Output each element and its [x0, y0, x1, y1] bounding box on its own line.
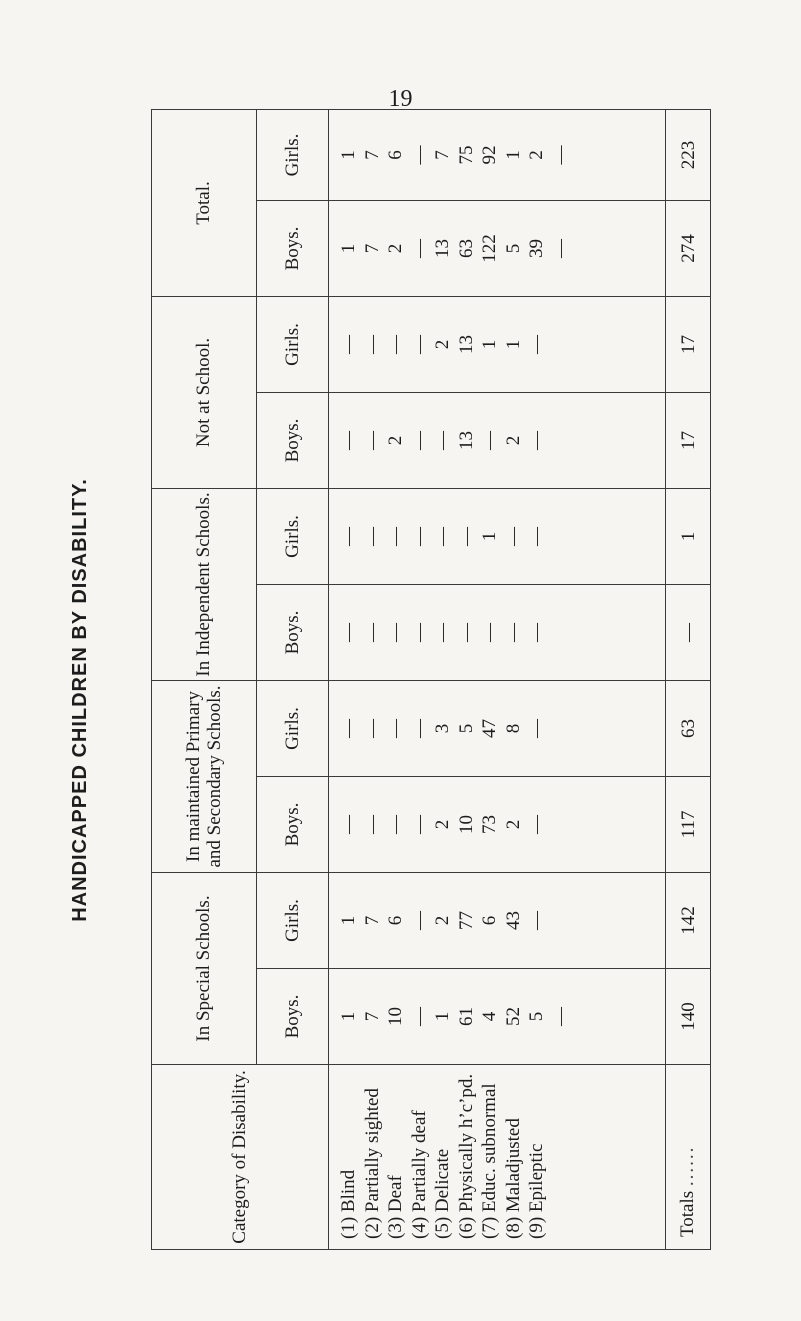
- table-cell: 1: [338, 1011, 359, 1022]
- table-cell: 39: [526, 238, 547, 258]
- header-boys: Boys.: [257, 969, 329, 1065]
- table-cell: —: [526, 719, 547, 738]
- category-label: (9) Epileptic: [526, 1143, 547, 1239]
- header-boys: Boys.: [257, 777, 329, 873]
- category-list: [329, 1065, 666, 1250]
- table-cell: 1: [479, 339, 500, 350]
- table-cell: 2: [432, 915, 453, 926]
- table-cell: 75: [455, 145, 477, 165]
- maintained-girls-column: [329, 680, 666, 776]
- table-cell: 1: [338, 915, 359, 926]
- table-cell: —: [408, 526, 430, 546]
- table-cell: 73: [479, 815, 500, 834]
- table-cell: 2: [385, 243, 406, 254]
- table-cell: —: [361, 622, 383, 642]
- maintained-boys-column: [329, 777, 666, 873]
- table-cell: —: [432, 622, 453, 642]
- table-cell: —: [549, 238, 571, 258]
- table-cell: 7: [361, 915, 383, 926]
- table-cell: 122: [479, 234, 500, 263]
- table-cell: 47: [479, 719, 500, 738]
- table-cell: 6: [385, 915, 406, 926]
- total-not-at-school-boys: 17: [666, 392, 711, 488]
- table-cell: 52: [502, 1007, 524, 1026]
- table-cell: 61: [455, 1007, 477, 1026]
- category-label: (6) Physically h’c’pd.: [455, 1073, 477, 1239]
- header-girls: Girls.: [257, 873, 329, 969]
- table-cell: —: [526, 815, 547, 834]
- group-header-row: [152, 109, 257, 1249]
- header-total: Total.: [152, 109, 257, 296]
- table-cell: —: [385, 815, 406, 834]
- table-cell: —: [526, 622, 547, 642]
- table-cell: —: [526, 334, 547, 354]
- table-cell: —: [338, 622, 359, 642]
- table-cell: 13: [455, 334, 477, 354]
- table-cell: —: [338, 719, 359, 738]
- total-independent-boys: —: [666, 584, 711, 680]
- table-cell: 77: [455, 911, 477, 930]
- category-label: (1) Blind: [338, 1169, 359, 1239]
- disability-table: [151, 109, 711, 1250]
- table-cell: —: [338, 334, 359, 354]
- totals-label-cell: Totals ......: [666, 1065, 711, 1250]
- table-cell: —: [338, 430, 359, 450]
- grand-total-girls: 223: [666, 109, 711, 200]
- table-cell: 5: [455, 723, 477, 734]
- table-cell: —: [408, 622, 430, 642]
- table-cell: 2: [432, 819, 453, 830]
- body-row: [329, 109, 666, 1249]
- table-cell: 8: [502, 723, 524, 734]
- table-cell: 2: [385, 435, 406, 446]
- special-girls-column: [329, 873, 666, 969]
- not-at-school-boys-column: [329, 392, 666, 488]
- table-cell: —: [408, 334, 430, 354]
- header-girls: Girls.: [257, 109, 329, 200]
- total-special-boys: 140: [666, 969, 711, 1065]
- table-cell: 13: [432, 238, 453, 258]
- totals-label: Totals: [677, 1190, 698, 1237]
- total-independent-girls: 1: [666, 488, 711, 584]
- total-boys-column: [329, 200, 666, 296]
- table-cell: 7: [361, 150, 383, 160]
- table-cell: —: [455, 622, 477, 642]
- table-cell: —: [432, 430, 453, 450]
- table-cell: 2: [502, 819, 524, 830]
- table-cell: 7: [361, 1011, 383, 1022]
- header-boys: Boys.: [257, 584, 329, 680]
- header-girls: Girls.: [257, 680, 329, 776]
- table-cell: —: [361, 815, 383, 834]
- table-cell: —: [385, 334, 406, 354]
- table-cell: 5: [502, 243, 524, 254]
- table-cell: —: [385, 622, 406, 642]
- table-cell: —: [385, 719, 406, 738]
- table-cell: —: [526, 430, 547, 450]
- table-cell: —: [408, 145, 430, 165]
- table-cell: —: [408, 1007, 430, 1026]
- header-not-at-school: Not at School.: [152, 296, 257, 488]
- table-cell: 1: [502, 339, 524, 350]
- table-cell: —: [408, 815, 430, 834]
- table-cell: —: [408, 719, 430, 738]
- table-cell: 1: [338, 150, 359, 160]
- table-cell: —: [385, 526, 406, 546]
- table-cell: —: [502, 526, 524, 546]
- table-cell: —: [549, 1007, 571, 1026]
- table-cell: —: [455, 526, 477, 546]
- table-cell: 7: [361, 243, 383, 254]
- total-special-girls: 142: [666, 873, 711, 969]
- table-cell: —: [338, 526, 359, 546]
- totals-row: [666, 109, 711, 1249]
- table-title: HANDICAPPED CHILDREN BY DISABILITY.: [69, 478, 91, 922]
- table-cell: 6: [479, 915, 500, 926]
- rotated-table-area: [151, 110, 711, 1250]
- header-independent: In Independent Schools.: [152, 488, 257, 680]
- not-at-school-girls-column: [329, 296, 666, 392]
- table-cell: 43: [502, 911, 524, 930]
- table-cell: 63: [455, 238, 477, 258]
- table-cell: 2: [502, 435, 524, 446]
- category-label: (5) Delicate: [432, 1148, 453, 1239]
- table-cell: 2: [432, 339, 453, 350]
- table-cell: —: [479, 430, 500, 450]
- table-cell: 6: [385, 150, 406, 160]
- table-cell: —: [361, 430, 383, 450]
- header-maintained: In maintained Primary and Secondary Schools.: [152, 680, 257, 872]
- page-number: 19: [388, 86, 413, 112]
- grand-total-boys: 274: [666, 200, 711, 296]
- table-cell: —: [408, 430, 430, 450]
- header-category: Category of Disability.: [152, 1065, 329, 1250]
- header-girls: Girls.: [257, 488, 329, 584]
- table-cell: —: [361, 719, 383, 738]
- header-boys: Boys.: [257, 392, 329, 488]
- category-label: (3) Deaf: [385, 1175, 406, 1239]
- category-label: (2) Partially sighted: [361, 1088, 383, 1239]
- total-maintained-boys: 117: [666, 777, 711, 873]
- category-label: (4) Partially deaf: [408, 1110, 430, 1239]
- table-cell: —: [549, 145, 571, 165]
- total-maintained-girls: 63: [666, 680, 711, 776]
- independent-boys-column: [329, 584, 666, 680]
- table-cell: —: [361, 334, 383, 354]
- independent-girls-column: [329, 488, 666, 584]
- table-cell: —: [479, 622, 500, 642]
- table-cell: 4: [479, 1011, 500, 1022]
- table-cell: 13: [455, 430, 477, 450]
- table-cell: —: [338, 815, 359, 834]
- total-girls-column: [329, 109, 666, 200]
- table-cell: 10: [455, 815, 477, 834]
- table-cell: 7: [432, 150, 453, 160]
- special-boys-column: [329, 969, 666, 1065]
- header-special: In Special Schools.: [152, 873, 257, 1065]
- table-cell: 3: [432, 723, 453, 734]
- total-not-at-school-girls: 17: [666, 296, 711, 392]
- header-boys: Boys.: [257, 200, 329, 296]
- table-cell: 10: [385, 1007, 406, 1026]
- table-cell: 92: [479, 145, 500, 165]
- table-cell: —: [526, 526, 547, 546]
- category-label: (7) Educ. subnormal: [479, 1083, 500, 1239]
- table-cell: —: [502, 622, 524, 642]
- table-cell: —: [408, 911, 430, 930]
- table-cell: —: [526, 911, 547, 930]
- header-girls: Girls.: [257, 296, 329, 392]
- table-cell: 2: [526, 150, 547, 160]
- disability-table-wrapper: [151, 110, 711, 1250]
- table-cell: 1: [479, 531, 500, 542]
- table-cell: —: [408, 238, 430, 258]
- table-cell: 1: [338, 243, 359, 254]
- table-cell: 1: [502, 150, 524, 160]
- table-cell: 5: [526, 1011, 547, 1022]
- category-label: (8) Maladjusted: [502, 1118, 524, 1239]
- table-cell: 1: [432, 1011, 453, 1022]
- table-cell: —: [432, 526, 453, 546]
- table-cell: —: [361, 526, 383, 546]
